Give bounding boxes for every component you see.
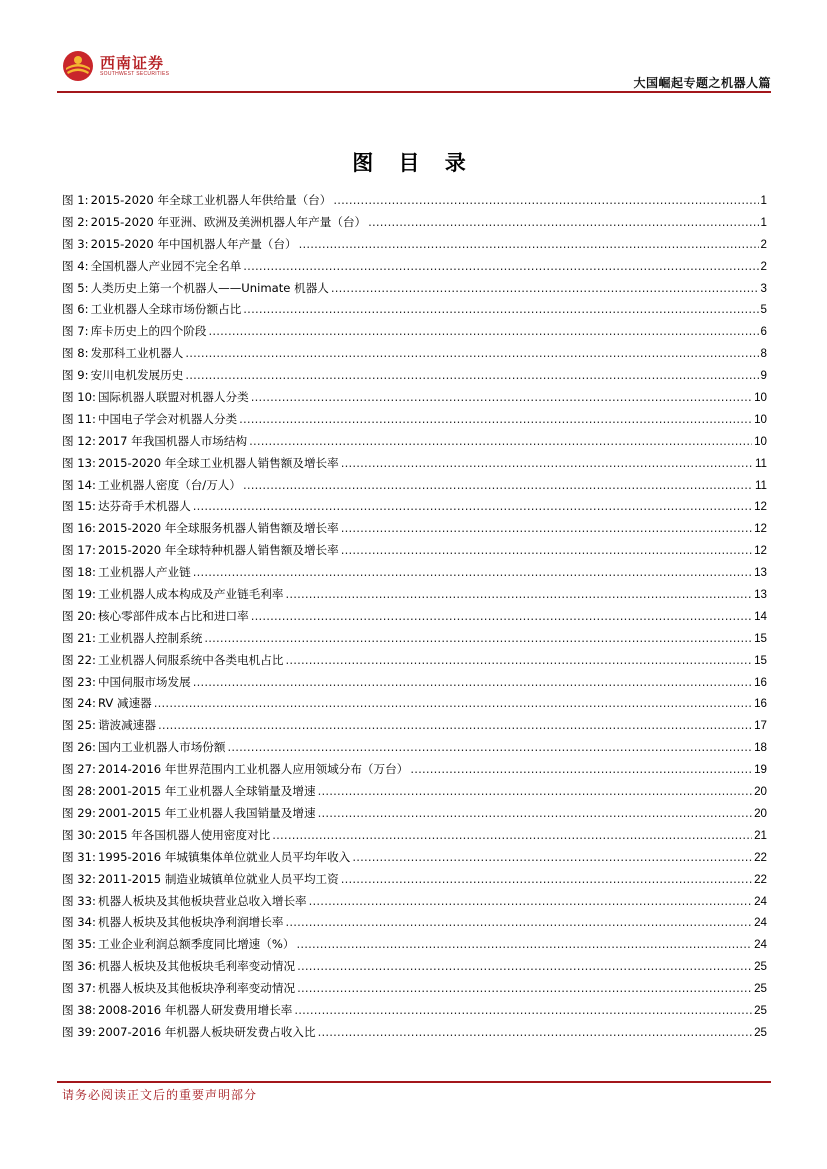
toc-entry-label: 图 19:	[62, 587, 96, 602]
toc-entry[interactable]	[62, 956, 767, 978]
toc-entry-label: 图 30:	[62, 827, 96, 842]
toc-entry-label: 图 8:	[62, 346, 89, 361]
footer-divider	[57, 1081, 771, 1083]
toc-entry-title: 2001-2015 年工业机器人全球销量及增速	[97, 784, 316, 799]
toc-entry-label: 图 9:	[62, 368, 89, 383]
toc-entry-title: 2015-2020 年全球工业机器人销售额及增长率	[97, 455, 339, 470]
toc-entry[interactable]	[62, 934, 767, 956]
toc-entry-title: 机器人板块及其他板块毛利率变动情况	[97, 959, 296, 974]
toc-leader-dots	[341, 540, 752, 562]
toc-entry-page: 24	[754, 894, 767, 908]
toc-entry[interactable]	[62, 540, 767, 562]
toc-entry[interactable]	[62, 343, 767, 365]
toc-entry-label: 图 13:	[62, 455, 96, 470]
toc-leader-dots	[294, 1000, 752, 1022]
toc-entry-title: 谐波减速器	[97, 718, 156, 733]
toc-entry[interactable]	[62, 431, 767, 453]
toc-leader-dots	[228, 737, 753, 759]
figure-list	[62, 190, 767, 1044]
toc-entry[interactable]	[62, 365, 767, 387]
toc-entry[interactable]	[62, 299, 767, 321]
toc-entry-label: 图 18:	[62, 565, 96, 580]
toc-entry[interactable]	[62, 190, 767, 212]
toc-entry-title: 工业机器人伺服系统中各类电机占比	[97, 652, 284, 667]
toc-entry[interactable]	[62, 1022, 767, 1044]
toc-entry-label: 图 3:	[62, 236, 89, 251]
toc-entry-label: 图 27:	[62, 762, 96, 777]
toc-leader-dots	[204, 628, 752, 650]
toc-entry-title: 2011-2015 制造业城镇单位就业人员平均工资	[97, 871, 339, 886]
company-logo	[62, 50, 169, 82]
toc-leader-dots	[193, 672, 752, 694]
toc-entry-label: 图 22:	[62, 652, 96, 667]
toc-entry-label: 图 4:	[62, 258, 89, 273]
toc-entry-label: 图 21:	[62, 630, 96, 645]
toc-entry-title: 工业机器人产业链	[97, 565, 191, 580]
toc-entry[interactable]	[62, 978, 767, 1000]
toc-entry-label: 图 29:	[62, 805, 96, 820]
toc-entry[interactable]	[62, 321, 767, 343]
toc-entry-page: 11	[754, 478, 767, 492]
toc-leader-dots	[193, 496, 752, 518]
toc-entry-title: 2008-2016 年机器人研发费用增长率	[97, 1002, 293, 1017]
toc-entry-label: 图 24:	[62, 696, 96, 711]
toc-entry-title: 工业机器人全球市场份额占比	[90, 302, 242, 317]
toc-entry[interactable]	[62, 847, 767, 869]
toc-entry-title: 2015-2020 年亚洲、欧洲及美洲机器人年产量（台）	[90, 214, 367, 229]
toc-entry[interactable]	[62, 737, 767, 759]
toc-entry[interactable]	[62, 650, 767, 672]
toc-entry-label: 图 2:	[62, 214, 89, 229]
toc-entry-label: 图 25:	[62, 718, 96, 733]
toc-entry-title: 机器人板块及其他板块营业总收入增长率	[97, 893, 307, 908]
toc-entry-label: 图 1:	[62, 193, 89, 207]
toc-entry[interactable]	[62, 212, 767, 234]
toc-entry[interactable]	[62, 475, 767, 497]
toc-entry-label: 图 12:	[62, 433, 96, 448]
toc-leader-dots	[285, 650, 752, 672]
toc-leader-dots	[185, 365, 758, 387]
toc-entry[interactable]	[62, 278, 767, 300]
toc-entry-title: 安川电机发展历史	[90, 368, 184, 383]
toc-leader-dots	[296, 934, 752, 956]
toc-entry-page: 22	[754, 872, 767, 886]
toc-leader-dots	[331, 278, 759, 300]
toc-entry-page: 25	[754, 960, 767, 974]
toc-entry-label: 图 15:	[62, 499, 96, 514]
toc-leader-dots	[243, 475, 753, 497]
toc-leader-dots	[154, 693, 752, 715]
toc-entry-page: 24	[754, 938, 767, 952]
toc-leader-dots	[243, 299, 758, 321]
toc-leader-dots	[209, 321, 759, 343]
toc-entry-label: 图 11:	[62, 411, 96, 426]
toc-entry-page: 2	[760, 237, 767, 251]
toc-entry[interactable]	[62, 256, 767, 278]
toc-leader-dots	[318, 781, 753, 803]
toc-entry-page: 12	[754, 544, 767, 558]
toc-leader-dots	[243, 256, 758, 278]
toc-entry-title: 2015-2020 年全球工业机器人年供给量（台）	[90, 193, 332, 207]
toc-entry-page: 25	[754, 1025, 767, 1039]
toc-entry[interactable]	[62, 628, 767, 650]
toc-heading: 图 目 录	[352, 150, 475, 175]
toc-entry-title: 中国伺服市场发展	[97, 674, 191, 689]
toc-leader-dots	[368, 212, 758, 234]
toc-entry-title: 机器人板块及其他板块净利润增长率	[97, 915, 284, 930]
toc-leader-dots	[309, 891, 752, 913]
toc-leader-dots	[333, 190, 758, 212]
toc-entry-page: 16	[754, 697, 767, 711]
toc-entry-title: 人类历史上第一个机器人——Unimate 机器人	[90, 280, 329, 295]
toc-entry[interactable]	[62, 409, 767, 431]
toc-entry-title: 国内工业机器人市场份额	[97, 740, 226, 755]
toc-entry-title: 中国电子学会对机器人分类	[97, 411, 238, 426]
toc-leader-dots	[239, 409, 752, 431]
toc-leader-dots	[285, 584, 752, 606]
toc-entry-page: 17	[754, 719, 767, 733]
toc-entry-title: 2001-2015 年工业机器人我国销量及增速	[97, 805, 316, 820]
toc-entry-page: 20	[754, 806, 767, 820]
toc-entry-label: 图 26:	[62, 740, 96, 755]
toc-entry-title: 2007-2016 年机器人板块研发费占收入比	[97, 1024, 316, 1039]
toc-entry-page: 5	[760, 303, 767, 317]
toc-entry-title: 机器人板块及其他板块净利率变动情况	[97, 981, 296, 996]
toc-entry-label: 图 23:	[62, 674, 96, 689]
toc-entry[interactable]	[62, 693, 767, 715]
toc-entry[interactable]	[62, 891, 767, 913]
toc-entry[interactable]	[62, 234, 767, 256]
toc-entry-label: 图 37:	[62, 981, 96, 996]
toc-leader-dots	[297, 956, 752, 978]
toc-leader-dots	[251, 606, 752, 628]
toc-entry-page: 15	[754, 631, 767, 645]
toc-entry-page: 10	[754, 391, 767, 405]
toc-entry-page: 15	[754, 653, 767, 667]
toc-leader-dots	[285, 912, 752, 934]
toc-entry-label: 图 36:	[62, 959, 96, 974]
toc-entry[interactable]	[62, 453, 767, 475]
toc-entry-title: 2015-2020 年全球特种机器人销售额及增长率	[97, 543, 339, 558]
toc-entry[interactable]	[62, 606, 767, 628]
toc-entry-page: 9	[760, 369, 767, 383]
toc-entry-label: 图 34:	[62, 915, 96, 930]
toc-entry-title: 工业机器人密度（台/万人）	[97, 477, 241, 492]
toc-entry-label: 图 5:	[62, 280, 89, 295]
toc-entry-label: 图 6:	[62, 302, 89, 317]
toc-entry-title: 1995-2016 年城镇集体单位就业人员平均年收入	[97, 849, 351, 864]
toc-entry[interactable]	[62, 803, 767, 825]
toc-entry-page: 13	[754, 588, 767, 602]
toc-entry[interactable]	[62, 1000, 767, 1022]
toc-leader-dots	[341, 453, 753, 475]
toc-leader-dots	[410, 759, 752, 781]
toc-entry-title: 2015 年各国机器人使用密度对比	[97, 827, 271, 842]
toc-leader-dots	[251, 387, 752, 409]
toc-entry-label: 图 14:	[62, 477, 96, 492]
sun-logo-icon	[62, 50, 94, 82]
toc-entry-page: 8	[760, 347, 767, 361]
toc-entry[interactable]	[62, 672, 767, 694]
toc-entry-label: 图 17:	[62, 543, 96, 558]
toc-entry-title: 工业机器人控制系统	[97, 630, 203, 645]
toc-entry-page: 12	[754, 522, 767, 536]
page-header	[57, 48, 771, 92]
toc-entry[interactable]	[62, 387, 767, 409]
toc-entry-page: 10	[754, 434, 767, 448]
toc-entry-label: 图 38:	[62, 1002, 96, 1017]
toc-entry-page: 6	[760, 325, 767, 339]
toc-leader-dots	[318, 1022, 753, 1044]
toc-entry-page: 22	[754, 850, 767, 864]
toc-leader-dots	[352, 847, 752, 869]
toc-entry[interactable]	[62, 869, 767, 891]
toc-entry-page: 18	[754, 741, 767, 755]
toc-entry-title: 2015-2020 年中国机器人年产量（台）	[90, 236, 297, 251]
toc-entry-label: 图 35:	[62, 937, 96, 952]
toc-entry-title: 2017 年我国机器人市场结构	[97, 433, 248, 448]
toc-entry-page: 3	[760, 281, 767, 295]
toc-leader-dots	[249, 431, 752, 453]
toc-leader-dots	[299, 234, 759, 256]
toc-entry[interactable]	[62, 912, 767, 934]
toc-leader-dots	[158, 715, 752, 737]
toc-entry-page: 1	[760, 194, 767, 207]
logo-chinese-name: 西南证券	[100, 53, 165, 72]
toc-entry-page: 11	[754, 456, 767, 470]
toc-entry-title: 核心零部件成本占比和进口率	[97, 608, 249, 623]
toc-entry-page: 25	[754, 1003, 767, 1017]
toc-entry-title: RV 减速器	[97, 696, 152, 711]
toc-entry-title: 国际机器人联盟对机器人分类	[97, 390, 249, 405]
toc-entry-title: 达芬奇手术机器人	[97, 499, 191, 514]
toc-entry-page: 16	[754, 675, 767, 689]
toc-entry-label: 图 32:	[62, 871, 96, 886]
toc-entry[interactable]	[62, 825, 767, 847]
toc-entry-label: 图 16:	[62, 521, 96, 536]
toc-leader-dots	[272, 825, 752, 847]
toc-entry-label: 图 20:	[62, 608, 96, 623]
toc-entry-page: 19	[754, 763, 767, 777]
toc-entry-page: 21	[754, 828, 767, 842]
toc-entry-title: 发那科工业机器人	[90, 346, 184, 361]
toc-entry-title: 全国机器人产业园不完全名单	[90, 258, 242, 273]
toc-leader-dots	[185, 343, 758, 365]
toc-entry-page: 2	[760, 259, 767, 273]
report-title: 大国崛起专题之机器人篇	[633, 76, 771, 90]
toc-entry-page: 10	[754, 412, 767, 426]
logo-english-name: SOUTHWEST SECURITIES	[100, 70, 170, 77]
toc-leader-dots	[341, 869, 752, 891]
toc-leader-dots	[318, 803, 753, 825]
toc-entry[interactable]	[62, 562, 767, 584]
toc-entry[interactable]	[62, 496, 767, 518]
toc-entry-page: 25	[754, 982, 767, 996]
toc-entry-title: 2015-2020 年全球服务机器人销售额及增长率	[97, 521, 339, 536]
toc-entry-page: 13	[754, 566, 767, 580]
toc-leader-dots	[297, 978, 752, 1000]
toc-entry[interactable]	[62, 518, 767, 540]
toc-entry-title: 库卡历史上的四个阶段	[90, 324, 207, 339]
footer-disclaimer: 请务必阅读正文后的重要声明部分	[62, 1088, 258, 1102]
toc-entry-label: 图 33:	[62, 893, 96, 908]
toc-entry-page: 12	[754, 500, 767, 514]
toc-entry[interactable]	[62, 584, 767, 606]
toc-entry-label: 图 39:	[62, 1024, 96, 1039]
toc-entry-title: 工业机器人成本构成及产业链毛利率	[97, 587, 284, 602]
header-divider	[57, 91, 771, 93]
toc-entry-label: 图 31:	[62, 849, 96, 864]
toc-entry-title: 工业企业利润总额季度同比增速（%）	[97, 937, 295, 952]
toc-entry-label: 图 10:	[62, 390, 96, 405]
toc-entry-label: 图 28:	[62, 784, 96, 799]
toc-leader-dots	[193, 562, 752, 584]
toc-entry-page: 14	[754, 609, 767, 623]
toc-entry-title: 2014-2016 年世界范围内工业机器人应用领域分布（万台）	[97, 762, 409, 777]
toc-entry-label: 图 7:	[62, 324, 89, 339]
toc-entry-page: 24	[754, 916, 767, 930]
toc-leader-dots	[341, 518, 752, 540]
toc-entry[interactable]	[62, 781, 767, 803]
toc-entry[interactable]	[62, 715, 767, 737]
toc-entry-page: 20	[754, 785, 767, 799]
toc-entry[interactable]	[62, 759, 767, 781]
toc-entry-page: 1	[760, 215, 767, 229]
